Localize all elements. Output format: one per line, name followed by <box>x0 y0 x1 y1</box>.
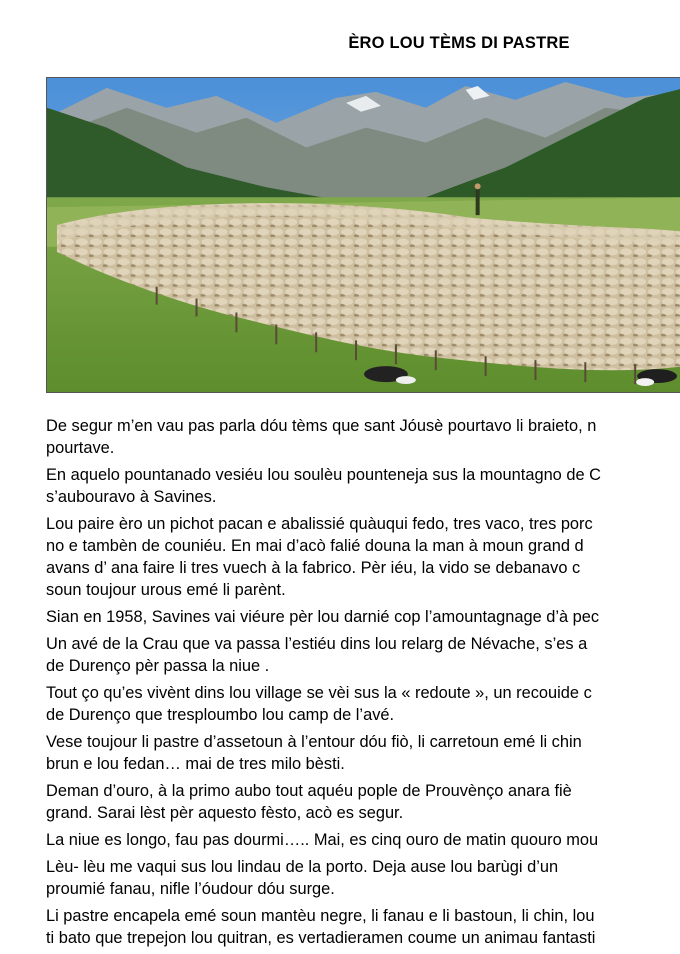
paragraph-5 <box>46 633 680 677</box>
paragraph-6 <box>46 682 680 726</box>
text-line: Lèu- lèu me vaqui sus lou lindau de la porto. Deja ause lou barùgi d’un <box>46 858 559 876</box>
paragraph-11 <box>46 905 680 949</box>
text-line: brun e lou fedan… mai de tres milo bèsti. <box>46 755 345 773</box>
text-line: Vese toujour li pastre d’assetoun à l’entour dóu fiò, li carretoun emé li chin <box>46 733 582 751</box>
text-line: Deman d’ouro, à la primo aubo tout aquéu pople de Prouvènço anara fiè <box>46 782 572 800</box>
paragraph-4 <box>46 606 680 628</box>
text-line: grand. Sarai lèst pèr aquesto fèsto, acò es segur. <box>46 804 404 822</box>
paragraph-3 <box>46 513 680 601</box>
text-line: Un avé de la Crau que va passa l’estiéu dins lou relarg de Névache, s’es a <box>46 635 588 653</box>
text-line: de Durenço pèr passa la niue . <box>46 657 270 675</box>
page-title: ÈRO LOU TÈMS DI PASTRE <box>348 34 570 52</box>
text-line: ti bato que trepejon lou quitran, es vertadieramen coume un animau fantasti <box>46 929 596 947</box>
paragraph-10 <box>46 856 680 900</box>
paragraph-9 <box>46 829 680 851</box>
text-line: de Durenço que tresploumbo lou camp de l’avé. <box>46 706 395 724</box>
paragraph-8 <box>46 780 680 824</box>
text-line: soun toujour urous emé li parènt. <box>46 581 286 599</box>
text-line: proumié fanau, nifle l’óudour dóu surge. <box>46 880 335 898</box>
text-line: Sian en 1958, Savines vai viéure pèr lou darnié cop l’amountagnage d’à pec <box>46 608 600 626</box>
paragraph-2 <box>46 464 680 508</box>
article-body <box>46 415 680 954</box>
text-line: no e tambèn de couniéu. En mai d’acò falié douna la man à moun grand d <box>46 537 584 555</box>
text-line: Tout ço qu’es vivènt dins lou village se vèi sus la « redoute », un recouide c <box>46 684 592 702</box>
sheep-flock-photo <box>46 77 680 393</box>
flock-of-sheep-icon <box>47 78 680 392</box>
text-line: La niue es longo, fau pas dourmi….. Mai, es cinq ouro de matin quouro mou <box>46 831 599 849</box>
text-line: En aquelo pountanado vesiéu lou soulèu pounteneja sus la mountagno de C <box>46 466 601 484</box>
paragraph-1 <box>46 415 680 459</box>
text-line: Lou paire èro un pichot pacan e abalissié quàuqui fedo, tres vaco, tres porc <box>46 515 593 533</box>
text-line: avans d’ ana faire li tres vuech à la fabrico. Pèr iéu, la vido se debanavo c <box>46 559 581 577</box>
text-line: De segur m’en vau pas parla dóu tèms que sant Jóusè pourtavo li braieto, n <box>46 417 597 435</box>
paragraph-7 <box>46 731 680 775</box>
text-line: Li pastre encapela emé soun mantèu negre, li fanau e li bastoun, li chin, lou <box>46 907 595 925</box>
text-line: pourtave. <box>46 439 115 457</box>
text-line: s’aubouravo à Savines. <box>46 488 217 506</box>
